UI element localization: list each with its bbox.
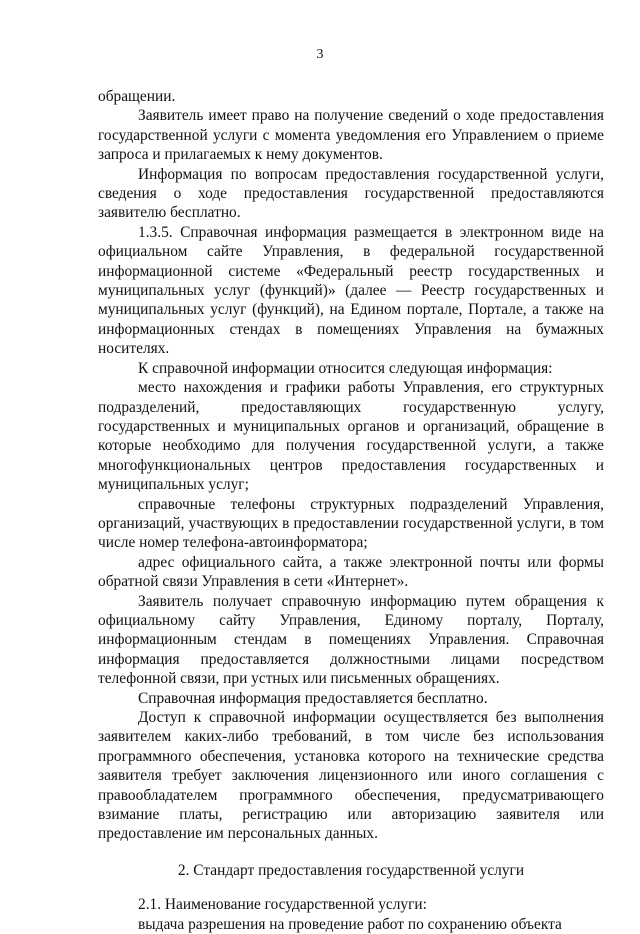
paragraph-free-of-charge: Справочная информация предоставляется бесплатно. (138, 689, 488, 707)
subsection-text: выдача разрешения на проведение работ по сохранению объекта (138, 915, 562, 933)
page-number: 3 (316, 47, 324, 62)
paragraph-how-to-obtain: Заявитель получает справочную информацию путем обращения к официальному сайту Управления, Единому порталу, Порталу, информационным стендам в помещениях Управления. Справочная информация предоставляется должностными лицами посредством телефонной связи, при устных или письменных обращениях. (98, 592, 604, 688)
paragraph-website: адрес официального сайта, а также электронной почты или формы обратной связи Управления в сети «Интернет». (98, 553, 604, 591)
subsection-title: 2.1. Наименование государственной услуги: (138, 896, 427, 914)
document-body (98, 87, 604, 934)
paragraph-phones: справочные телефоны структурных подразделений Управления, организаций, участвующих в предоставлении государственной услуги, в том числе номер телефона-автоинформатора; (98, 495, 604, 552)
section-heading: 2. Стандарт предоставления государственной услуги (177, 861, 525, 879)
paragraph-information-free: Информация по вопросам предоставления государственной услуги, сведения о ходе предоставления государственной предоставляются заявителю бесплатно. (98, 165, 604, 222)
paragraph-reference-info-intro: К справочной информации относится следующая информация: (138, 359, 553, 377)
paragraph-location-schedule: место нахождения и графики работы Управления, его структурных подразделений, предоставляющих государственную услугу, государственных и муниципальных органов и организаций, обращение в которые необходимо для получения государственной услуги, а также многофункциональных центров предоставления государственных и муниципальных услуг; (98, 379, 604, 494)
paragraph-access: Доступ к справочной информации осуществляется без выполнения заявителем каких-либо требований, в том числе без использования программного обеспечения, установка которого на технические средства заявителя требует заключения лицензионного или иного соглашения с правообладателем программного обеспечения, предусматривающего взимание платы, регистрацию или авторизацию заявителя или предоставление им персональных данных. (98, 709, 604, 843)
paragraph-applicant-rights: Заявитель имеет право на получение сведений о ходе предоставления государственной услуги с момента уведомления его Управлением о приеме запроса и прилагаемых к нему документов. (98, 107, 604, 164)
paragraph-continuation: обращении. (98, 88, 176, 105)
paragraph-1-3-5: 1.3.5. Справочная информация размещается в электронном виде на официальном сайте Управления, в федеральной государственной информационной системе «Федеральный реестр государственных и муниципальных услуг (функций)» (далее — Реестр государственных и муниципальных услуг (функций), на Едином портале, Портале, а также на информационных стендах в помещениях Управления на бумажных носителях. (98, 223, 604, 358)
